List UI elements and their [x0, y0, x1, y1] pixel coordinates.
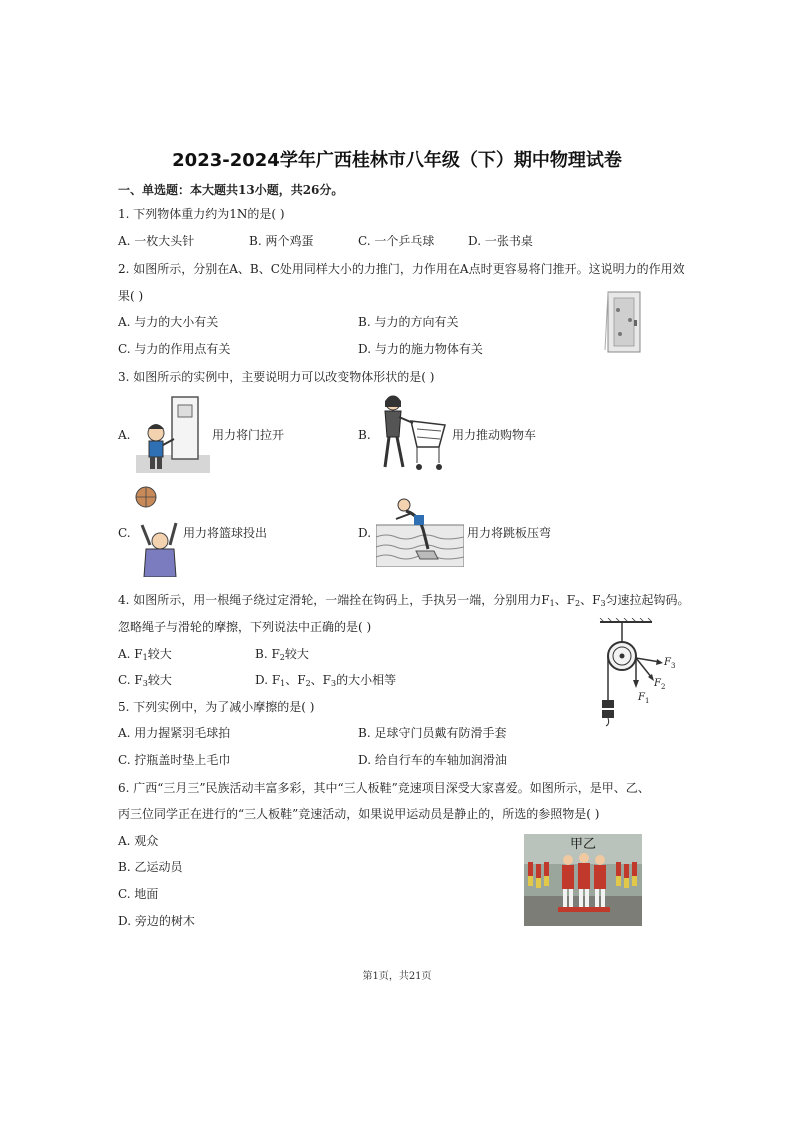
q3-option-a[interactable]: A. — [118, 428, 131, 442]
q4-option-d[interactable]: D. $F_1$、$F_2$、$F_3$的大小相等 — [255, 673, 397, 688]
q5-option-a[interactable]: A. 用力握紧羽毛球拍 — [118, 726, 231, 740]
q6-option-a[interactable]: A. 观众 — [118, 834, 159, 848]
q3-caption-c: 用力将篮球投出 — [183, 526, 268, 540]
q1-option-a[interactable]: A. 一枚大头针 — [118, 234, 195, 248]
q4-option-c[interactable]: C. $F_3$较大 — [118, 673, 172, 688]
question-5-stem: 5. 下列实例中，为了减小摩擦的是( ) — [118, 700, 315, 714]
section-heading: 一、单选题：本大题共13小题，共26分。 — [118, 183, 344, 197]
q2-option-d[interactable]: D. 与力的施力物体有关 — [358, 342, 483, 356]
q1-option-b[interactable]: B. 两个鸡蛋 — [249, 234, 314, 248]
photo-label: 甲乙 — [570, 837, 597, 852]
f3-label: F — [664, 657, 671, 668]
q6-option-c[interactable]: C. 地面 — [118, 887, 159, 901]
door-pull-figure — [136, 393, 210, 473]
page-footer: 第1页，共21页 — [362, 971, 432, 982]
q2-option-b[interactable]: B. 与力的方向有关 — [358, 315, 459, 329]
question-6-stem: 6. 广西“三月三”民族活动丰富多彩，其中“三人板鞋”竞速项目深受大家喜爱。如图所示，是甲、乙、 — [118, 781, 650, 795]
question-2-stem: 2. 如图所示，分别在A、B、C处用同样大小的力推门，力作用在A点时更容易将门推开。这说明力的作用效 — [118, 262, 685, 276]
door-figure — [604, 290, 644, 354]
page-title: 2023-2024学年广西桂林市八年级（下）期中物理试卷 — [172, 150, 622, 171]
question-2-stem-cont: 果( ) — [118, 289, 144, 303]
q4-option-b[interactable]: B. $F_2$较大 — [255, 647, 309, 662]
question-6-stem-cont: 丙三位同学正在进行的“三人板鞋”竞速活动，如果说甲运动员是静止的，所选的参照物是( ) — [118, 807, 600, 821]
q6-option-b[interactable]: B. 乙运动员 — [118, 860, 183, 874]
q1-option-d[interactable]: D. 一张书桌 — [468, 234, 533, 248]
q6-option-d[interactable]: D. 旁边的树木 — [118, 914, 195, 928]
f3-sub: 3 — [671, 662, 676, 670]
q5-option-c[interactable]: C. 拧瓶盖时垫上毛巾 — [118, 753, 231, 767]
question-4-stem: 4. 如图所示，用一根绳子绕过定滑轮，一端拴在钩码上，手执另一端，分别用力$F_1$、$F_2$、$F_3$匀速拉起钩码。 — [118, 593, 690, 608]
basketball-figure — [134, 485, 184, 577]
f2-sub: 2 — [661, 683, 666, 691]
pulley-figure — [596, 618, 680, 730]
race-photo — [524, 834, 642, 926]
q3-caption-a: 用力将门拉开 — [212, 428, 285, 442]
question-1-stem: 1. 下列物体重力约为1N的是( ) — [118, 207, 285, 221]
q3-caption-b: 用力推动购物车 — [452, 428, 537, 442]
shopping-cart-figure — [375, 393, 449, 475]
diving-board-figure — [376, 493, 464, 567]
question-3-stem: 3. 如图所示的实例中，主要说明力可以改变物体形状的是( ) — [118, 370, 435, 384]
q2-option-c[interactable]: C. 与力的作用点有关 — [118, 342, 231, 356]
q2-option-a[interactable]: A. 与力的大小有关 — [118, 315, 219, 329]
q3-option-b[interactable]: B. — [358, 428, 371, 442]
f1-label: F — [638, 692, 645, 703]
question-4-stem-cont: 忽略绳子与滑轮的摩擦，下列说法中正确的是( ) — [118, 620, 372, 634]
q3-option-d[interactable]: D. — [358, 526, 372, 540]
f2-label: F — [654, 678, 661, 689]
q3-caption-d: 用力将跳板压弯 — [467, 526, 552, 540]
q1-option-c[interactable]: C. 一个乒乓球 — [358, 234, 435, 248]
q3-option-c[interactable]: C. — [118, 526, 131, 540]
f1-sub: 1 — [645, 697, 650, 705]
q5-option-b[interactable]: B. 足球守门员戴有防滑手套 — [358, 726, 507, 740]
q5-option-d[interactable]: D. 给自行车的车轴加润滑油 — [358, 753, 507, 767]
q4-option-a[interactable]: A. $F_1$较大 — [118, 647, 172, 662]
